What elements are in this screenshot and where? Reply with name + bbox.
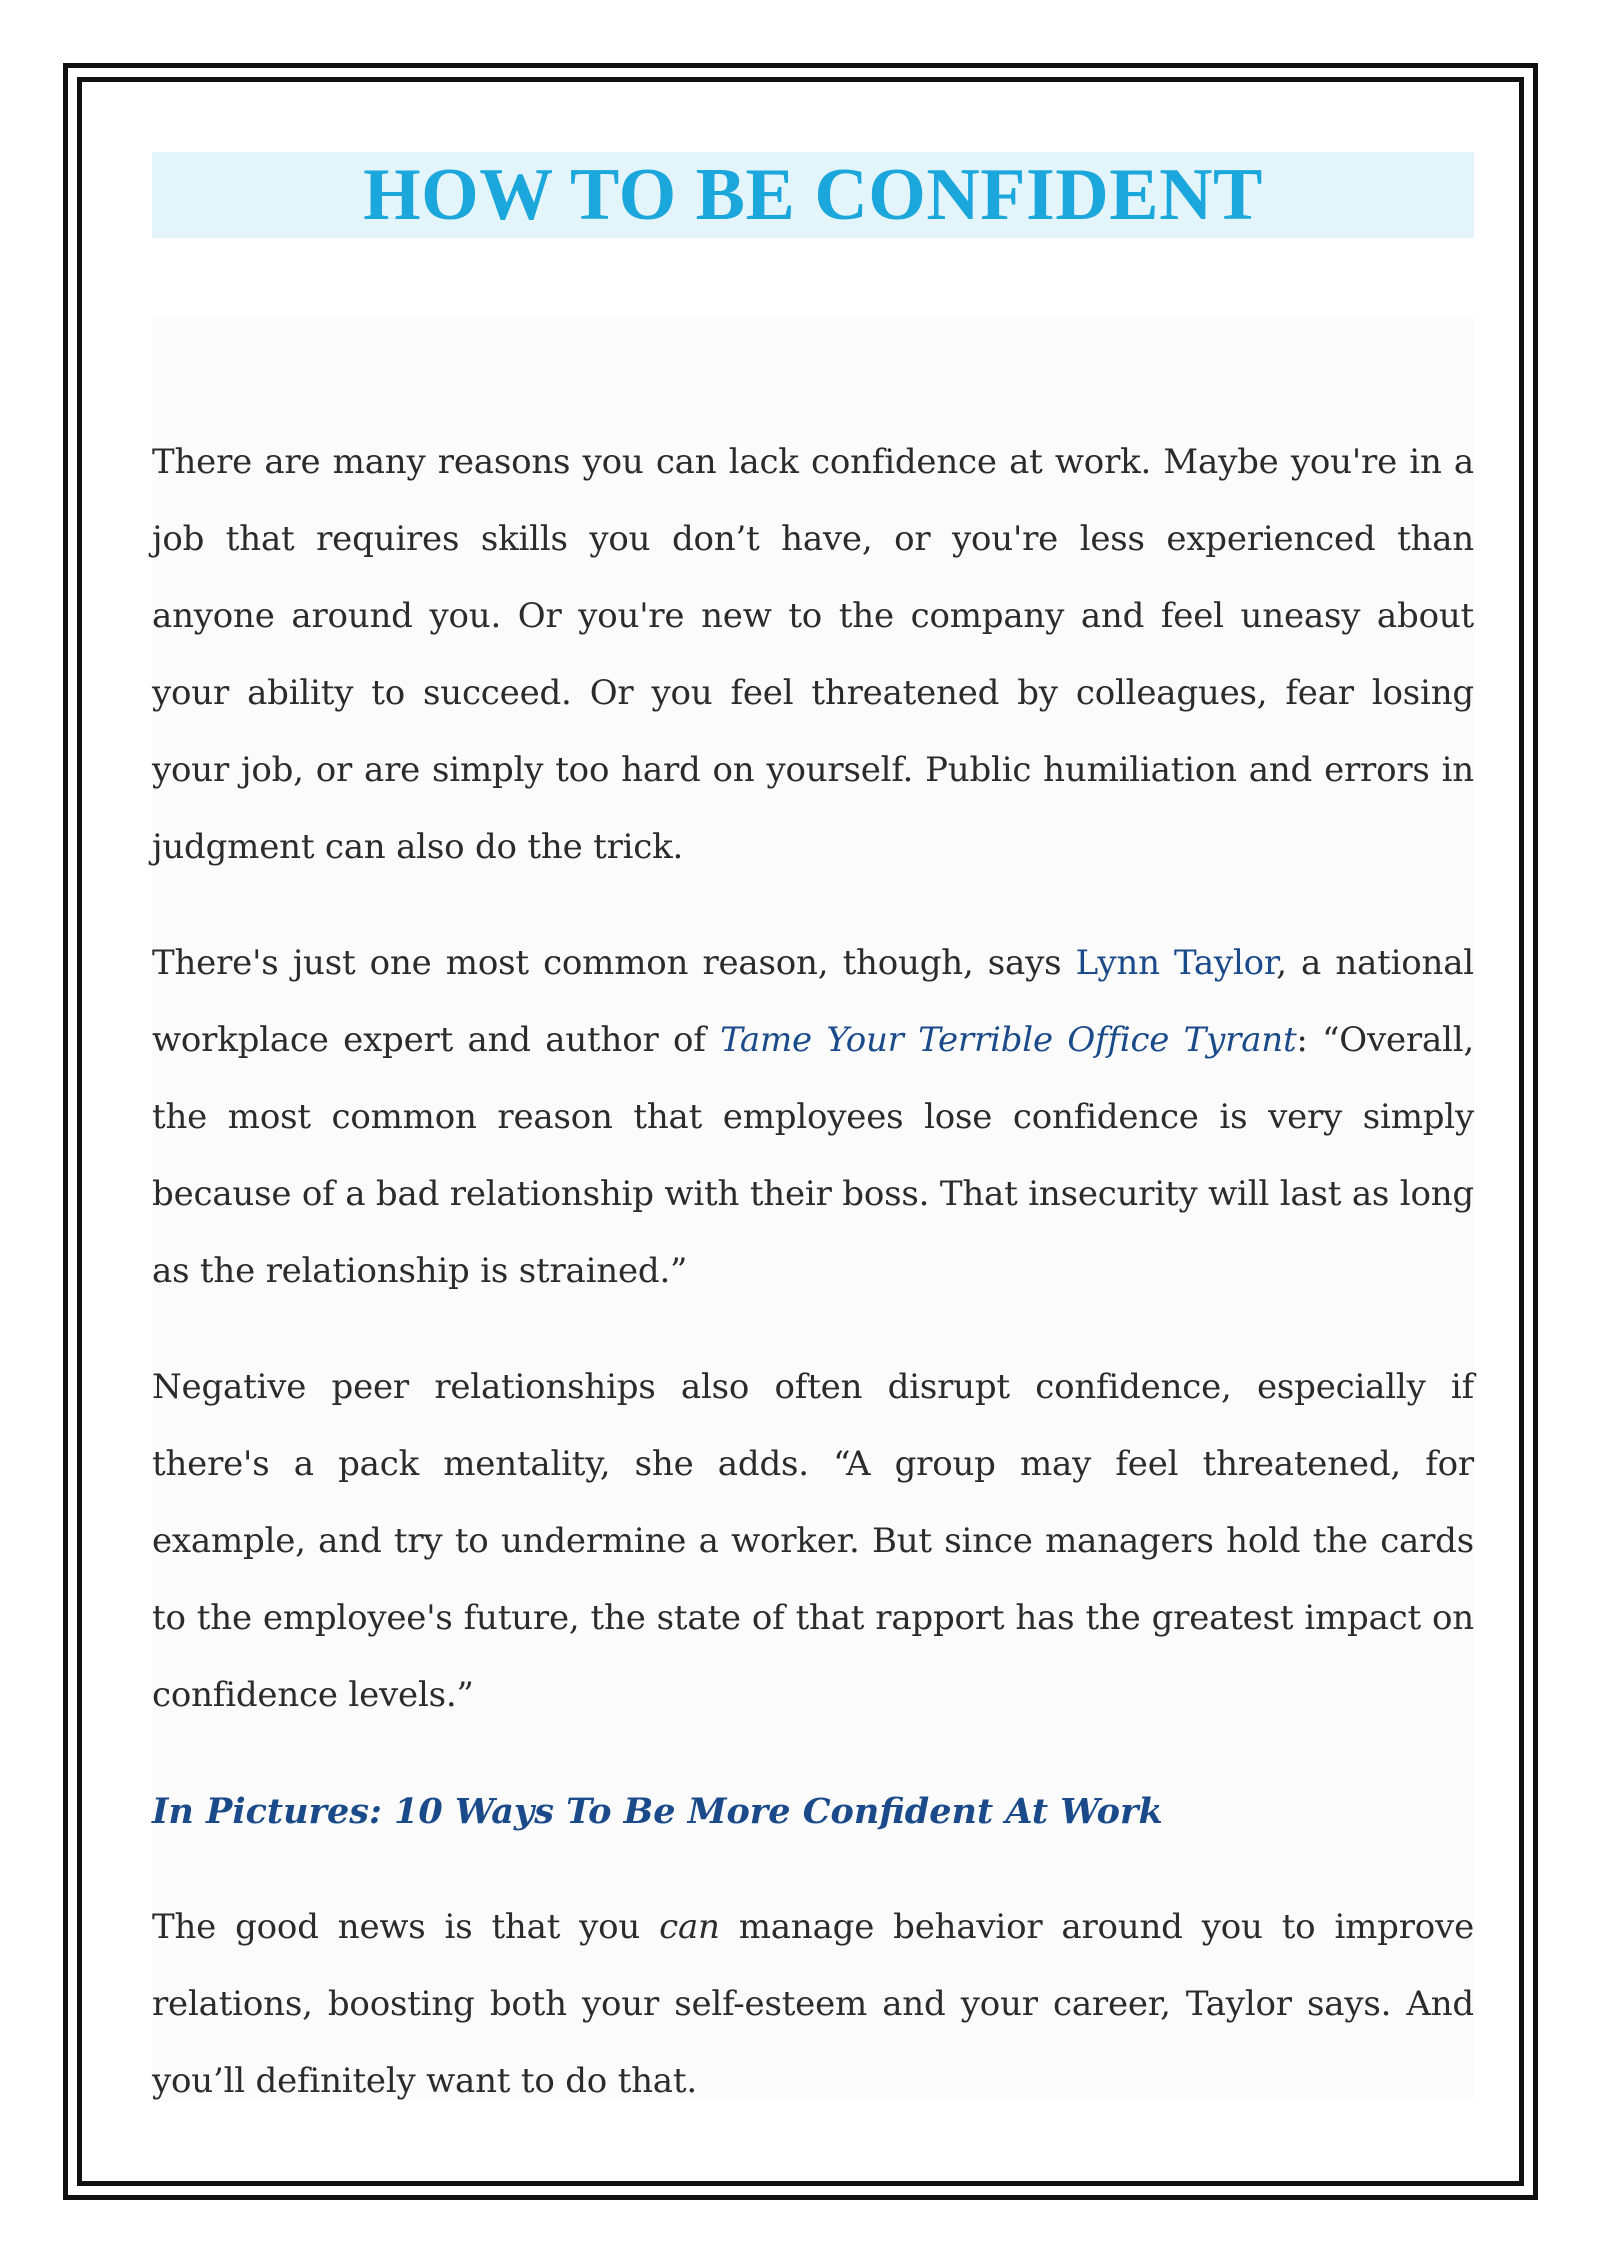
paragraph-4-intro: The good news is that you bbox=[152, 1907, 660, 1947]
book-title-link[interactable]: Tame Your Terrible Office Tyrant bbox=[720, 1020, 1297, 1060]
article-body bbox=[152, 424, 1474, 2159]
paragraph-4-emphasis: can bbox=[659, 1907, 720, 1947]
paragraph-2-quote: : “Overall, the most common reason that employees lose confidence is very simply because of a bad relationship with their boss. That insecurity will last as long as the relationship is strained.” bbox=[152, 1020, 1474, 1291]
paragraph-3: Negative peer relationships also often disrupt confidence, especially if there's a pack mentality, she adds. “A group may feel threatened, for example, and try to undermine a worker. But since managers hold the cards to the employee's future, the state of that rapport has the greatest impact on confidence levels.” bbox=[152, 1367, 1474, 1715]
paragraph-2-middle: , a national workplace expert and author of bbox=[152, 943, 1474, 1060]
paragraph-4-rest: manage behavior around you to improve relations, boosting both your self-esteem and your career, Taylor says. And you’ll definitely want to do that. bbox=[152, 1907, 1474, 2101]
paragraph-2 bbox=[152, 925, 1474, 1310]
author-link[interactable]: Lynn Taylor bbox=[1075, 943, 1277, 983]
paragraph-2-intro: There's just one most common reason, though, says bbox=[152, 943, 1076, 983]
title-band bbox=[152, 152, 1474, 238]
paragraph-4 bbox=[152, 1889, 1474, 2120]
page-title: HOW TO BE CONFIDENT bbox=[363, 154, 1263, 236]
paragraph-1: There are many reasons you can lack confidence at work. Maybe you're in a job that requires skills you don’t have, or you're less experienced than anyone around you. Or you're new to the company and feel uneasy about your ability to succeed. Or you feel threatened by colleagues, fear losing your job, or are simply too hard on yourself. Public humiliation and errors in judgment can also do the trick. bbox=[152, 442, 1474, 867]
in-pictures-link[interactable]: In Pictures: 10 Ways To Be More Confident At Work bbox=[152, 1791, 1163, 1832]
